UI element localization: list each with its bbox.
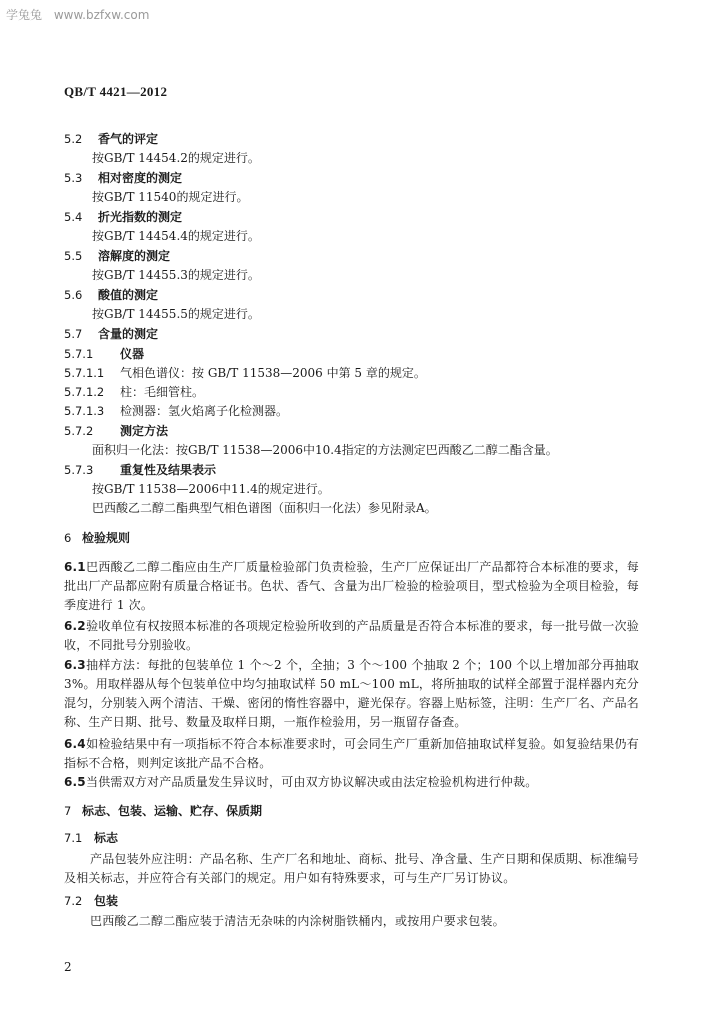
- section-body: 按GB/T 11540的规定进行。: [92, 190, 249, 204]
- section-heading: 5.7 含量的测定: [64, 327, 159, 341]
- section-heading: 5.3 相对密度的测定: [64, 171, 183, 185]
- section-body: 巴西酸乙二醇二酯典型气相色谱图（面积归一化法）参见附录A。: [92, 501, 437, 515]
- chapter-heading: 6 检验规则: [64, 531, 131, 545]
- section-body: 按GB/T 14455.3的规定进行。: [92, 268, 260, 282]
- paragraph: 6.1巴西酸乙二醇二酯应由生产厂质量检验部门负责检验，生产厂应保证出厂产品都符合本标准的要求，每批出厂产品都应附有质量合格证书。色状、香气、含量为出厂检验的检验项目，型式检验为全项目检验，每季度进行 1 次。: [64, 560, 639, 612]
- section-heading: 5.2 香气的评定: [64, 132, 159, 146]
- watermark-url: www.bzfxw.com: [53, 8, 150, 22]
- section-body: 面积归一化法：按GB/T 11538—2006中10.4指定的方法测定巴西酸乙二醇二酯含量。: [92, 443, 558, 457]
- clause: 5.7.1.2 柱：毛细管柱。: [64, 385, 205, 399]
- subsection-heading: 5.7.3 重复性及结果表示: [64, 463, 217, 477]
- paragraph: 6.5当供需双方对产品质量发生异议时，可由双方协议解决或由法定检验机构进行仲裁。: [64, 775, 538, 789]
- section-body: 按GB/T 14455.5的规定进行。: [92, 307, 260, 321]
- section-heading: 5.4 折光指数的测定: [64, 210, 183, 224]
- watermark-site: 学兔兔: [6, 8, 43, 22]
- paragraph: 6.4如检验结果中有一项指标不符合本标准要求时，可会同生产厂重新加倍抽取试样复验。如复验结果仍有指标不合格，则判定该批产品不合格。: [64, 737, 639, 770]
- paragraph: 6.2验收单位有权按照本标准的各项规定检验所收到的产品质量是否符合本标准的要求，每一批号做一次验收，不同批号分别验收。: [64, 619, 639, 652]
- subsection-heading: 5.7.2 测定方法: [64, 424, 169, 438]
- paragraph: 产品包装外应注明：产品名称、生产厂名和地址、商标、批号、净含量、生产日期和保质期、标准编号及相关标志，并应符合有关部门的规定。用户如有特殊要求，可与生产厂另订协议。: [64, 852, 640, 885]
- section-heading: 7.2 包装: [64, 894, 119, 908]
- paragraph: 巴西酸乙二醇二酯应装于清洁无杂味的内涂树脂铁桶内，或按用户要求包装。: [90, 914, 505, 928]
- clause: 5.7.1.3 检测器：氢火焰离子化检测器。: [64, 404, 289, 418]
- clause: 5.7.1.1 气相色谱仪：按 GB/T 11538—2006 中第 5 章的规定。: [64, 366, 426, 380]
- section-body: 按GB/T 11538—2006中11.4的规定进行。: [92, 482, 330, 496]
- watermark: [6, 6, 149, 23]
- section-body: 按GB/T 14454.4的规定进行。: [92, 229, 260, 243]
- subsection-heading: 5.7.1 仪器: [64, 347, 145, 361]
- section-body: 按GB/T 14454.2的规定进行。: [92, 151, 260, 165]
- section-heading: 5.5 溶解度的测定: [64, 249, 171, 263]
- paragraph: 6.3抽样方法：每批的包装单位 1 个～2 个，全抽；3 个～100 个抽取 2 个；100 个以上增加部分再抽取 3%。用取样器从每个包装单位中均匀抽取试样 50 mL～100 mL，将所抽取的试样全部置于混样器内充分混匀，分别装入两个清洁、干燥、密闭的惰性容器中，避光保存。容器上贴标签，注明：生产厂名、产品名称、生产日期、批号、数量及取样日期，一瓶作检验用，另一瓶留存备查。: [64, 658, 639, 729]
- section-heading: 7.1 标志: [64, 831, 119, 845]
- page-number: 2: [64, 960, 72, 974]
- standard-number: QB/T 4421—2012: [64, 84, 168, 99]
- chapter-heading: 7 标志、包装、运输、贮存、保质期: [64, 804, 263, 818]
- section-heading: 5.6 酸值的测定: [64, 288, 159, 302]
